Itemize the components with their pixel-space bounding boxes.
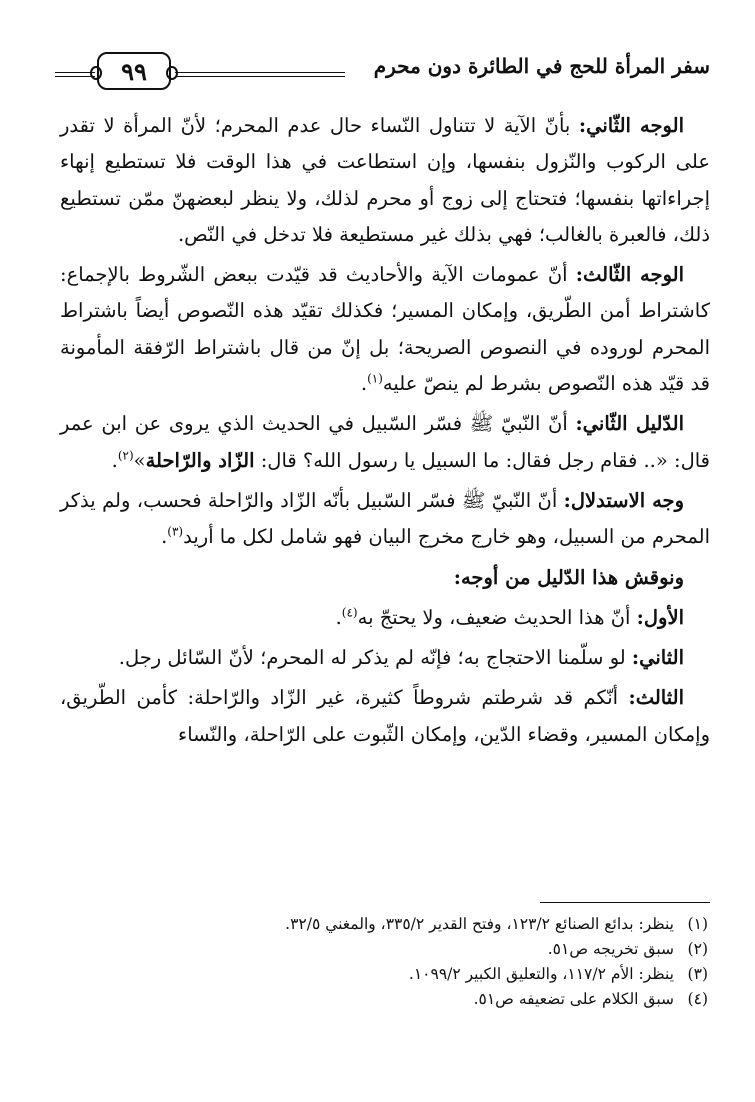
punctuation: .: [335, 605, 342, 629]
punctuation: .: [161, 525, 168, 549]
footnote-number: (٤): [687, 990, 708, 1008]
paragraph-heading: وجه الاستدلال:: [563, 488, 684, 512]
main-text: [60, 108, 710, 757]
section-heading: ونوقش هذا الدّليل من أوجه:: [453, 565, 684, 589]
paragraph: [60, 257, 710, 402]
paragraph-text: أنّ هذا الحديث ضعيف، ولا يحتجّ به: [357, 605, 637, 629]
running-title: سفر المرأة للحج في الطائرة دون محرم: [373, 54, 710, 78]
paragraph: [60, 600, 710, 636]
paragraph-heading: الثالث:: [628, 686, 684, 710]
paragraph-text: أنّ النّبيّ ﷺ فسّر السّبيل في الحديث الذي يروى عن ابن عمر قال: «.. فقام رجل فقال: ما السبيل يا رسول الله؟ قال:: [60, 412, 710, 472]
footnote-text: سبق الكلام على تضعيفه ص٥١.: [473, 990, 674, 1008]
footnote-ref[interactable]: (١): [367, 371, 383, 386]
footnote-ref[interactable]: (٤): [341, 605, 358, 620]
footnote-divider: [540, 902, 710, 903]
header-rule: [55, 72, 95, 77]
page-header: [55, 50, 710, 94]
punctuation: .: [360, 372, 368, 396]
paragraph-text: بأنّ الآية لا تتناول النّساء حال عدم المحرم؛ لأنّ المرأة لا تقدر على الركوب والنّزول بنفسها، وإن استطاعت في هذا الوقت فلا تستطيع إنهاء إجراءاتها بنفسها؛ فتحتاج إلى زوج أو محرم لذلك، ولا ينظر لبعضهنّ ممّن تستطيع ذلك، فالعبرة بالغالب؛ فهي بذلك غير مستطيعة فلا تدخل في النّص.: [60, 114, 710, 246]
page-number: ٩٩: [97, 52, 171, 90]
footnote-number: (٢): [687, 940, 708, 958]
footnote: [60, 912, 708, 937]
footnote-number: (٣): [687, 965, 708, 983]
footnote-ref[interactable]: (٣): [167, 524, 184, 539]
paragraph-text: أنّكم قد شرطتم شروطاً كثيرة، غير الزّاد والرّاحلة: كأمن الطّريق، وإمكان المسير، وقضاء الدّين، وإمكان الثّبوت على الرّاحلة، والنّساء: [60, 686, 710, 746]
footnote: [60, 937, 708, 962]
paragraph-text: أنّ النّبيّ ﷺ فسّر السّبيل بأنّه الزّاد والرّاحلة فحسب، ولم يذكر المحرم من السبيل، وهو خارج مخرج البيان فهو شامل لكل ما أريد: [60, 488, 710, 549]
paragraph: [60, 680, 710, 753]
paragraph: [60, 640, 710, 676]
header-rule: [175, 72, 345, 77]
paragraph-heading: الأول:: [636, 605, 684, 629]
paragraph-heading: الوجه الثّالث:: [575, 263, 685, 287]
paragraph: [60, 560, 710, 596]
paragraph: [60, 483, 710, 556]
paragraph: [60, 406, 710, 479]
footnote-number: (١): [687, 915, 708, 933]
paragraph-heading: الثاني:: [631, 646, 684, 670]
quote-mark: »: [133, 448, 146, 472]
footnote-text: سبق تخريجه ص٥١.: [547, 940, 674, 958]
paragraph: [60, 108, 710, 253]
paragraph-text: أنّ عمومات الآية والأحاديث قد قيّدت ببعض الشّروط بالإجماع: كاشتراط أمن الطّريق، وإمكان المسير؛ فكذلك تقيّد هذه النّصوص أيضاً باشتراط المحرم لوروده في النصوص الصريحة؛ بل إنّ من قال باشتراط الرّفقة المأمونة قد قيّد هذه النّصوص بشرط لم ينصّ عليه: [60, 263, 710, 396]
footnote: [60, 962, 708, 987]
paragraph-text: لو سلّمنا الاحتجاج به؛ فإنّه لم يذكر له المحرم؛ لأنّ السّائل رجل.: [118, 646, 632, 670]
footnote-text: ينظر: الأم ١١٧/٢، والتعليق الكبير ١٠٩٩/٢.: [408, 965, 674, 983]
footnote-text: ينظر: بدائع الصنائع ١٢٣/٢، وفتح القدير ٣٣٥/٢، والمغني ٣٢/٥.: [285, 915, 674, 933]
footnotes: [60, 912, 708, 1012]
hadith-answer: الزّاد والرّاحلة: [145, 448, 255, 472]
footnote-ref[interactable]: (٢): [117, 448, 134, 463]
punctuation: .: [111, 448, 118, 472]
paragraph-heading: الوجه الثّاني:: [578, 114, 684, 137]
paragraph-heading: الدّليل الثّاني:: [575, 412, 685, 436]
footnote: [60, 987, 708, 1012]
